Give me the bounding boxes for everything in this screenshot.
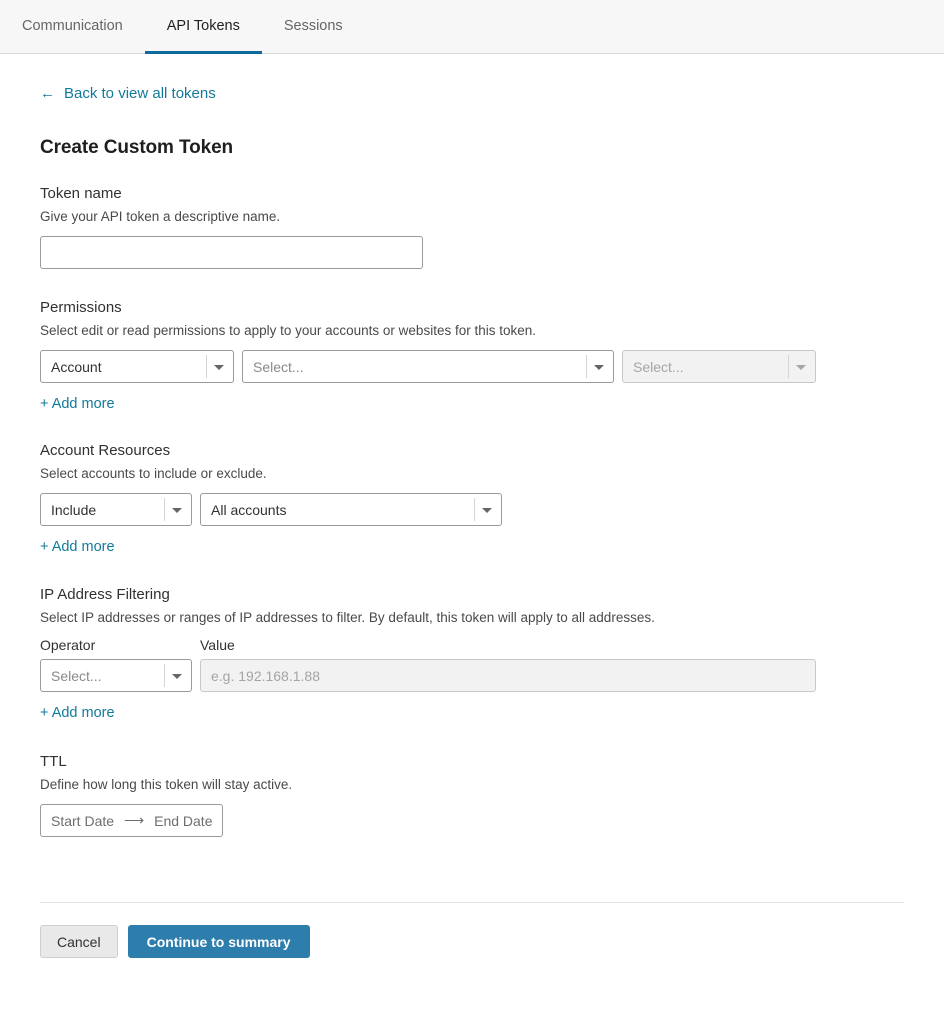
account-resources-add-more-label: + Add more bbox=[40, 539, 115, 555]
cancel-button[interactable]: Cancel bbox=[40, 925, 118, 958]
account-resources-add-more-button[interactable] bbox=[40, 539, 115, 555]
select-separator bbox=[164, 664, 165, 687]
tab-api-tokens-label: API Tokens bbox=[166, 18, 240, 34]
token-name-description: Give your API token a descriptive name. bbox=[40, 209, 281, 224]
select-separator bbox=[474, 498, 475, 521]
page-content bbox=[0, 54, 944, 988]
section-token-name bbox=[40, 185, 904, 269]
account-resources-row bbox=[40, 493, 904, 526]
chevron-down-icon bbox=[214, 365, 224, 370]
select-separator bbox=[206, 355, 207, 378]
tab-bar bbox=[0, 0, 944, 54]
ip-value-header: Value bbox=[200, 637, 235, 653]
ip-filtering-add-more-button[interactable] bbox=[40, 705, 115, 721]
permissions-label: Permissions bbox=[40, 299, 122, 316]
continue-to-summary-button[interactable]: Continue to summary bbox=[128, 925, 310, 958]
ip-operator-value: Select... bbox=[51, 667, 102, 684]
ip-filtering-add-more-label: + Add more bbox=[40, 705, 115, 721]
account-resources-accounts-value: All accounts bbox=[211, 501, 287, 518]
tab-api-tokens[interactable] bbox=[145, 1, 262, 54]
section-permissions bbox=[40, 299, 904, 413]
ttl-date-range-picker[interactable] bbox=[40, 804, 223, 837]
ttl-start-date[interactable]: Start Date bbox=[51, 812, 115, 829]
select-separator bbox=[586, 355, 587, 378]
tab-sessions[interactable] bbox=[262, 1, 365, 54]
account-resources-mode-value: Include bbox=[51, 501, 97, 518]
select-separator bbox=[164, 498, 165, 521]
permissions-row bbox=[40, 350, 904, 383]
ttl-description: Define how long this token will stay active. bbox=[40, 777, 293, 792]
ip-filtering-row bbox=[40, 659, 904, 692]
permissions-scope-select[interactable] bbox=[40, 350, 234, 383]
chevron-down-icon bbox=[172, 508, 182, 513]
chevron-down-icon bbox=[796, 365, 806, 370]
permissions-resource-value: Select... bbox=[253, 358, 304, 375]
section-ip-filtering bbox=[40, 586, 904, 722]
ip-operator-header: Operator bbox=[40, 637, 96, 653]
footer-actions bbox=[40, 925, 904, 988]
ttl-end-date[interactable]: End Date bbox=[154, 812, 213, 829]
permissions-description: Select edit or read permissions to apply to your accounts or websites for this token. bbox=[40, 323, 536, 338]
permissions-access-value: Select... bbox=[633, 358, 684, 375]
account-resources-label: Account Resources bbox=[40, 442, 171, 459]
ip-filtering-label: IP Address Filtering bbox=[40, 586, 170, 603]
back-to-all-tokens-link[interactable] bbox=[40, 85, 216, 102]
chevron-down-icon bbox=[594, 365, 604, 370]
back-link-label: Back to view all tokens bbox=[64, 85, 216, 102]
token-name-label: Token name bbox=[40, 185, 122, 202]
section-account-resources bbox=[40, 442, 904, 556]
chevron-down-icon bbox=[172, 674, 182, 679]
account-resources-description: Select accounts to include or exclude. bbox=[40, 466, 267, 481]
ttl-label: TTL bbox=[40, 753, 67, 770]
section-ttl bbox=[40, 753, 904, 837]
token-name-input[interactable] bbox=[40, 236, 423, 269]
permissions-scope-value: Account bbox=[51, 358, 102, 375]
arrow-right-icon: ⟶ bbox=[124, 812, 145, 828]
chevron-down-icon bbox=[482, 508, 492, 513]
page-title: Create Custom Token bbox=[40, 137, 234, 158]
ip-value-input[interactable] bbox=[200, 659, 816, 692]
permissions-resource-select[interactable] bbox=[242, 350, 614, 383]
account-resources-mode-select[interactable] bbox=[40, 493, 192, 526]
account-resources-accounts-select[interactable] bbox=[200, 493, 502, 526]
ip-filtering-headers bbox=[40, 637, 904, 653]
tab-communication[interactable] bbox=[0, 1, 145, 54]
tab-communication-label: Communication bbox=[22, 18, 123, 34]
permissions-add-more-label: + Add more bbox=[40, 396, 115, 412]
ip-operator-select[interactable] bbox=[40, 659, 192, 692]
footer-divider bbox=[40, 902, 904, 903]
permissions-add-more-button[interactable] bbox=[40, 396, 115, 412]
ip-filtering-description: Select IP addresses or ranges of IP addresses to filter. By default, this token will apply to all addresses. bbox=[40, 610, 655, 625]
arrow-left-icon: ← bbox=[40, 85, 55, 102]
tab-sessions-label: Sessions bbox=[283, 18, 343, 34]
select-separator bbox=[788, 355, 789, 378]
permissions-access-select[interactable] bbox=[622, 350, 816, 383]
